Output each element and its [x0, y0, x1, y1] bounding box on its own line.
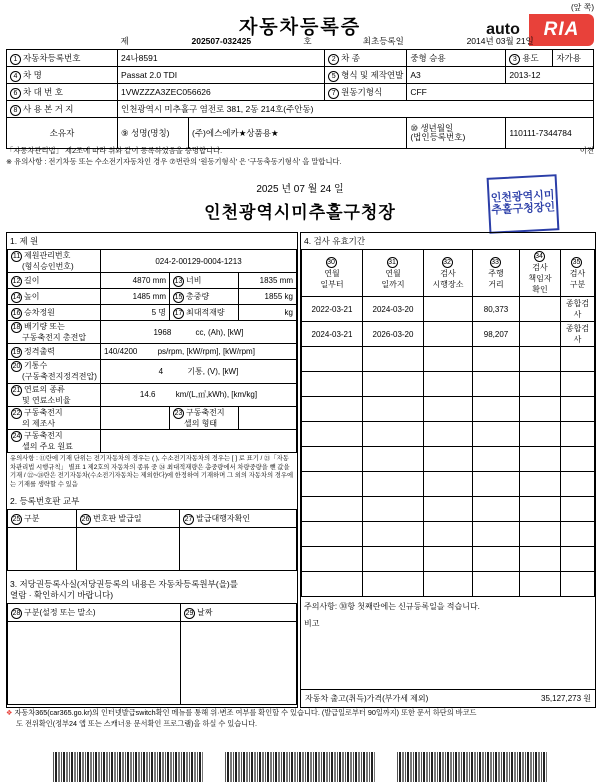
insp-row2-from	[302, 347, 363, 372]
logo-auto-text: auto	[477, 14, 529, 46]
num-31: 31	[388, 258, 396, 266]
insp-row3-place	[424, 372, 473, 397]
num-5: 5	[328, 71, 339, 82]
spec-label-seats-text: 승차정원	[24, 307, 55, 317]
corner-note: (앞 쪽)	[570, 3, 594, 12]
spec-label-displacement-l1: 배기량 또는	[24, 322, 65, 332]
spec-value-length-num: 4870	[132, 276, 151, 286]
label-car-name: 차 명	[23, 69, 42, 80]
table-row	[302, 297, 595, 322]
first-reg-date: 2014년 03월 21일	[466, 36, 534, 46]
num-8: 8	[10, 105, 21, 116]
num-7: 7	[328, 88, 339, 99]
spacer	[7, 33, 118, 50]
spec-value-11: 024-2-00129-0004-1213	[101, 250, 297, 273]
spec-label-cell-type-l2: 셀의 형태	[184, 418, 218, 428]
insp-row4-to	[363, 397, 424, 422]
spec-value-payload	[239, 305, 297, 321]
spec-unit-cylinders: 기통, (V), [kW]	[187, 366, 239, 376]
row-label-model	[325, 67, 407, 84]
table-row	[302, 572, 595, 597]
spec-unit-length: mm	[152, 276, 166, 286]
num-33: 33	[491, 258, 499, 266]
section2-title: 2. 등록번호판 교부	[10, 496, 80, 507]
num-14: 14	[12, 293, 21, 301]
insp-row1-distance: 98,207	[473, 322, 520, 347]
note-line1-wrap	[6, 146, 594, 157]
plate-issue-table	[7, 509, 297, 571]
spec-label-length-text: 길이	[24, 275, 40, 285]
num-13: 13	[174, 277, 183, 285]
footer-line2: 도 전위확인(정부24 앱 또는 스캐너용 문서확인 프로그램)을 하실 수 있습니다.	[16, 718, 258, 728]
issuer-name: 인천광역시미추홀구청장	[204, 203, 396, 222]
label-vehicle-type: 차 종	[341, 52, 360, 63]
num-27: 27	[184, 515, 193, 523]
legal-notes	[6, 146, 594, 167]
insp-row11-type	[561, 572, 595, 597]
spec-unit-seats: 명	[158, 308, 166, 318]
insp-row8-from	[302, 497, 363, 522]
num-2: 2	[328, 54, 339, 65]
insp-row2-place	[424, 347, 473, 372]
insp-row1-from: 2024-03-21	[302, 322, 363, 347]
spec-label-battery-maker-l2: 의 제조사	[22, 418, 56, 428]
num-11: 11	[12, 253, 21, 260]
star-icon: ❖	[6, 708, 13, 717]
insp-row10-place	[424, 547, 473, 572]
insp-header-confirm: 34 검사 책임자 확인	[520, 250, 561, 297]
insp-row9-distance	[473, 522, 520, 547]
table-row	[302, 372, 595, 397]
table-row	[302, 397, 595, 422]
num-15: 15	[174, 293, 183, 301]
section3-title-l1: 3. 저당권등록사실(저당권등록의 내용은 자동차등록원부(을)를	[10, 579, 238, 590]
footer-line1-wrap	[6, 708, 594, 719]
mortgage-table	[7, 603, 297, 705]
first-reg-label: 최초등록일	[362, 36, 404, 46]
insp-row7-place	[424, 472, 473, 497]
plate-header-type: 25 구분	[8, 510, 77, 528]
insp-row9-from	[302, 522, 363, 547]
table-row	[302, 422, 595, 447]
spec-unit-gvw: kg	[284, 292, 293, 302]
insp-row8-to	[363, 497, 424, 522]
spec-label-cylinders	[8, 360, 101, 383]
insp-row10-to	[363, 547, 424, 572]
page-title: 자동차등록증	[238, 17, 362, 38]
insp-row9-type	[561, 522, 595, 547]
row-label-engine	[325, 84, 407, 101]
spec-label-11-l2: (형식승인번호)	[22, 262, 74, 271]
section1-footnote: 유의사항 : ⑪란에 기재 단위는 전기자동차의 경우는 ( ), 수소전기자동차의 경우는 [ ] 로 표기 / ㉑「자동차관리법 시행규칙」 별표 1 제2호의 자동차의 종류 중 ㉔ 최대적재량은 총중량에서 차량중량을 뺀 값을 기재 / ㉒~㉔란은 전기자동차(수소전기자동차는 제외한다)에 한정하여 기재하며 그 외의 자동차의 경우에는 기재를 생략할 수 있음	[10, 455, 294, 488]
spec-value-width-num: 1835	[259, 276, 278, 286]
owner-name-value: (주)에스에카★상품용★	[189, 118, 407, 149]
doc-no-value: 202507-032425	[191, 36, 252, 46]
spec-value-displacement	[101, 321, 297, 344]
insp-header-from: 30 연월 일부터	[302, 250, 363, 297]
num-21: 21	[12, 386, 21, 394]
spec-label-cell-material-l1: 구동축전지	[24, 430, 63, 440]
num-24: 24	[12, 432, 21, 440]
row-label-address	[7, 101, 118, 118]
insp-header-type: 35 검사 구분	[561, 250, 595, 297]
insp-row4-confirm	[520, 397, 561, 422]
plate-header-issue-date: 26 번호판 발급일	[77, 510, 180, 528]
spec-label-height	[8, 289, 101, 305]
owner-name-label: ⑨ 성명(명칭)	[118, 118, 189, 149]
insp-row10-distance	[473, 547, 520, 572]
insp-header-place: 32 검사 시행장소	[424, 250, 473, 297]
insp-row4-distance	[473, 397, 520, 422]
insp-row3-type	[561, 372, 595, 397]
value-usage: 자가용	[553, 50, 594, 67]
spec-label-cell-type-l1: 구동축전지	[186, 407, 225, 417]
spec-value-seats	[101, 305, 170, 321]
insp-row0-distance: 80,373	[473, 297, 520, 322]
insp-row6-type	[561, 447, 595, 472]
spec-label-payload-text: 최대적재량	[186, 307, 225, 317]
insp-row1-to: 2026-03-20	[363, 322, 424, 347]
label-engine: 원동기형식	[341, 86, 383, 97]
note-line1: 「자동차관리법」 제2조에 따라 위와 같이 등록하였음을 증명합니다.	[6, 146, 223, 155]
spec-label-displacement	[8, 321, 101, 344]
insp-row6-place	[424, 447, 473, 472]
plate-cell-issue-date	[77, 528, 180, 571]
footer-notice	[6, 708, 594, 730]
insp-row10-type	[561, 547, 595, 572]
num-17: 17	[174, 309, 183, 317]
spec-label-11-l1: 제원관리번호	[24, 251, 71, 260]
spec-label-gvw	[170, 289, 239, 305]
insp-row0-type: 종합검사	[561, 297, 595, 322]
barcode-3	[397, 752, 547, 782]
spec-label-length	[8, 273, 101, 289]
insp-row2-to	[363, 347, 424, 372]
insp-row9-confirm	[520, 522, 561, 547]
insp-row7-from	[302, 472, 363, 497]
spec-label-height-text: 높이	[24, 291, 40, 301]
insp-row3-confirm	[520, 372, 561, 397]
insp-row3-distance	[473, 372, 520, 397]
barcode-2	[225, 752, 375, 782]
spec-unit-power: ps/rpm, [kW/rpm], [kW/rpm]	[157, 347, 255, 357]
insp-row11-from	[302, 572, 363, 597]
section4-title: 4. 검사 유효기간	[304, 236, 366, 246]
num-4: 4	[10, 71, 21, 82]
row-label-vehicle-type	[325, 50, 407, 67]
plate-cell-agent	[180, 528, 297, 571]
spec-label-width	[170, 273, 239, 289]
spec-label-gvw-text: 총중량	[186, 291, 210, 301]
value-model-year: 2013-12	[506, 67, 594, 84]
label-vin: 차 대 번 호	[23, 86, 63, 97]
barcode-1	[53, 752, 203, 782]
insp-row11-to	[363, 572, 424, 597]
insp-row11-distance	[473, 572, 520, 597]
insp-row8-confirm	[520, 497, 561, 522]
row-label-vin	[7, 84, 118, 101]
insp-row4-type	[561, 397, 595, 422]
spec-label-battery-maker-l1: 구동축전지	[24, 407, 63, 417]
spec-unit-height: mm	[152, 292, 166, 302]
table-row	[302, 522, 595, 547]
owner-id-value: 110111-7344784	[506, 118, 594, 149]
value-engine: CFF	[407, 84, 594, 101]
insp-row3-from	[302, 372, 363, 397]
insp-row3-to	[363, 372, 424, 397]
issue-date: 2025 년 07 월 24 일	[256, 184, 344, 195]
mortgage-header-type: 28 구분(설정 또는 말소)	[8, 604, 181, 622]
num-12: 12	[12, 277, 21, 285]
insp-header-distance: 33 주행 거리	[473, 250, 520, 297]
official-seal-stamp: 인천광역시미추홀구청장인	[487, 174, 560, 234]
spec-label-cell-type	[170, 406, 239, 429]
value-vehicle-type: 중형 승용	[407, 50, 506, 67]
spec-section	[6, 232, 298, 708]
spec-unit-displacement: cc, (Ah), [kW]	[195, 327, 244, 337]
spec-unit-payload: kg	[284, 308, 293, 318]
insp-row5-type	[561, 422, 595, 447]
spec-value-battery-maker	[101, 406, 170, 429]
insp-row6-confirm	[520, 447, 561, 472]
num-28: 28	[12, 609, 21, 617]
insp-row7-distance	[473, 472, 520, 497]
insp-row11-confirm	[520, 572, 561, 597]
spec-unit-width: mm	[279, 276, 293, 286]
num-23: 23	[174, 409, 183, 417]
plate-header-agent: 27 발급대행자확인	[180, 510, 297, 528]
insp-row11-place	[424, 572, 473, 597]
spec-label-displacement-l2: 구동축전지 총전압	[22, 333, 87, 343]
price-value: 35,127,273 원	[541, 694, 591, 703]
num-35: 35	[572, 258, 581, 266]
num-29: 29	[185, 609, 194, 617]
spec-label-payload	[170, 305, 239, 321]
owner-label: 소유자	[7, 118, 118, 149]
spec-label-fuel-l2: 및 연료소비율	[22, 395, 71, 405]
spec-label-fuel-l1: 연료의 종류	[24, 384, 65, 394]
spec-label-cylinders-l1: 기통수	[24, 361, 48, 371]
spec-label-battery-maker	[8, 406, 101, 429]
insp-row6-to	[363, 447, 424, 472]
insp-row7-confirm	[520, 472, 561, 497]
spec-label-power	[8, 344, 101, 360]
table-row	[302, 347, 595, 372]
insp-row7-type	[561, 472, 595, 497]
row-label-usage	[506, 50, 553, 67]
spec-value-gvw	[239, 289, 297, 305]
section3-title-l2: 열람 · 확인하시기 바랍니다)	[10, 590, 114, 601]
section1-title: 1. 제 원	[10, 236, 39, 246]
num-20: 20	[12, 363, 21, 371]
num-3: 3	[509, 54, 520, 65]
insp-row4-from	[302, 397, 363, 422]
value-vin: 1VWZZZA3ZEC056626	[118, 84, 325, 101]
num-26: 26	[81, 515, 90, 523]
table-row	[302, 472, 595, 497]
insp-row9-to	[363, 522, 424, 547]
spec-value-height-num: 1485	[132, 292, 151, 302]
insp-row5-from	[302, 422, 363, 447]
table-row	[302, 497, 595, 522]
spec-value-fuel	[101, 383, 297, 406]
insp-row2-type	[561, 347, 595, 372]
spec-value-height	[101, 289, 170, 305]
insp-row0-from: 2022-03-21	[302, 297, 363, 322]
num-19: 19	[12, 348, 21, 356]
owner-id-label-line2: (법인등록번호)	[410, 132, 466, 142]
insp-row5-distance	[473, 422, 520, 447]
num-6: 6	[10, 88, 21, 99]
insp-row5-confirm	[520, 422, 561, 447]
num-30: 30	[327, 258, 335, 266]
num-1: 1	[10, 54, 21, 65]
insp-row6-distance	[473, 447, 520, 472]
inspection-section	[300, 232, 596, 708]
label-usage: 용도	[522, 52, 539, 63]
spec-label-width-text: 너비	[186, 275, 202, 285]
num-18: 18	[12, 324, 21, 332]
footer-line1: 자동차365(car365.go.kr)의 인터넷발급switch확인 메뉴를 통해 위·변조 여부를 확인할 수 있습니다. (발급일로부터 90일까지) 또한 문서 하단의 바코드	[14, 708, 477, 717]
spec-value-power	[101, 344, 297, 360]
insp-row4-place	[424, 397, 473, 422]
note-transfer: 이전	[579, 146, 594, 155]
spec-label-cylinders-l2: (구동축전지정격전압)	[22, 372, 97, 382]
insp-row0-to: 2024-03-20	[363, 297, 424, 322]
spec-value-displacement-num: 1968	[153, 327, 172, 337]
spec-label-fuel	[8, 383, 101, 406]
spec-label-power-text: 정격출력	[24, 346, 55, 356]
num-22: 22	[12, 409, 21, 417]
insp-row9-place	[424, 522, 473, 547]
table-row	[302, 322, 595, 347]
insp-row0-confirm	[520, 297, 561, 322]
insp-row2-confirm	[520, 347, 561, 372]
spec-label-cell-material	[8, 429, 101, 452]
spec-value-width	[239, 273, 297, 289]
section4-remark-label: 비고	[304, 619, 320, 628]
label-address: 사 용 본 거 지	[23, 103, 74, 114]
spec-value-gvw-num: 1855	[264, 292, 283, 302]
num-16: 16	[12, 309, 21, 317]
insp-row8-place	[424, 497, 473, 522]
insp-row5-place	[424, 422, 473, 447]
num-25: 25	[12, 515, 21, 523]
insp-row8-distance	[473, 497, 520, 522]
logo-ria-text: RIA	[529, 14, 594, 46]
spec-value-seats-num: 5	[151, 308, 157, 318]
owner-id-label-line1: ⑩ 생년월일	[410, 122, 454, 133]
insp-row1-confirm	[520, 322, 561, 347]
inspection-table	[301, 249, 595, 597]
label-reg-no: 자동차등록번호	[23, 52, 81, 63]
insp-row10-confirm	[520, 547, 561, 572]
num-34: 34	[535, 253, 543, 260]
spec-value-fuel-num: 14.6	[139, 390, 156, 400]
spec-value-power-num: 140/4200	[104, 347, 138, 357]
num-32: 32	[443, 258, 451, 266]
plate-cell-type	[8, 528, 77, 571]
doc-no-label: 제	[120, 36, 129, 46]
section3-title	[7, 577, 297, 603]
vehicle-header-table	[6, 33, 594, 149]
price-row	[301, 689, 595, 707]
note-line2: ※ 유의사항 : 전기차동 또는 수소전기자동차인 경우 ⑦번란의 '원동기형식' 은 '구동축동기형식' 을 말합니다.	[6, 156, 342, 166]
mortgage-cell-date	[181, 622, 297, 705]
mortgage-header-date: 29 날짜	[181, 604, 297, 622]
insp-row0-place	[424, 297, 473, 322]
insp-row2-distance	[473, 347, 520, 372]
row-label-car-name	[7, 67, 118, 84]
insp-row10-from	[302, 547, 363, 572]
spec-value-cell-material	[101, 429, 297, 452]
section4-caution: 주의사항: ㉚항 첫째란에는 신규등록일을 적습니다.	[304, 602, 480, 611]
insp-row7-to	[363, 472, 424, 497]
value-reg-no: 24나8591	[118, 50, 325, 67]
label-model: 형식 및 제작연발	[341, 69, 404, 80]
spec-value-cell-type	[239, 406, 297, 429]
table-row	[302, 447, 595, 472]
insp-row1-place	[424, 322, 473, 347]
insp-header-to: 31 연월 일까지	[363, 250, 424, 297]
spec-value-cylinders	[101, 360, 297, 383]
spec-table	[7, 249, 297, 453]
mortgage-cell-type	[8, 622, 181, 705]
insp-row6-from	[302, 447, 363, 472]
row-label-reg-no	[7, 50, 118, 67]
spec-value-length	[101, 273, 170, 289]
value-address: 인천광역시 미추홀구 염전로 381, 2동 214호(주안동)	[118, 101, 594, 118]
price-label: 자동차 출고(취득)가격(부가세 제외)	[305, 694, 429, 703]
table-row	[302, 547, 595, 572]
insp-row5-to	[363, 422, 424, 447]
doc-no-suffix: 호	[303, 36, 312, 46]
verification-barcodes	[6, 752, 594, 782]
spec-unit-fuel: km/(L,㎥,kWh), [km/kg]	[175, 390, 258, 400]
spec-label-cell-material-l2: 셀의 주요 원료	[22, 441, 73, 451]
owner-id-label	[407, 118, 506, 149]
insp-row8-type	[561, 497, 595, 522]
insp-row1-type: 종합검사	[561, 322, 595, 347]
spec-label-11	[8, 250, 101, 273]
spec-value-cylinders-num: 4	[158, 366, 164, 376]
spec-label-seats	[8, 305, 101, 321]
value-car-name: Passat 2.0 TDI	[118, 67, 325, 84]
value-model: A3	[407, 67, 506, 84]
